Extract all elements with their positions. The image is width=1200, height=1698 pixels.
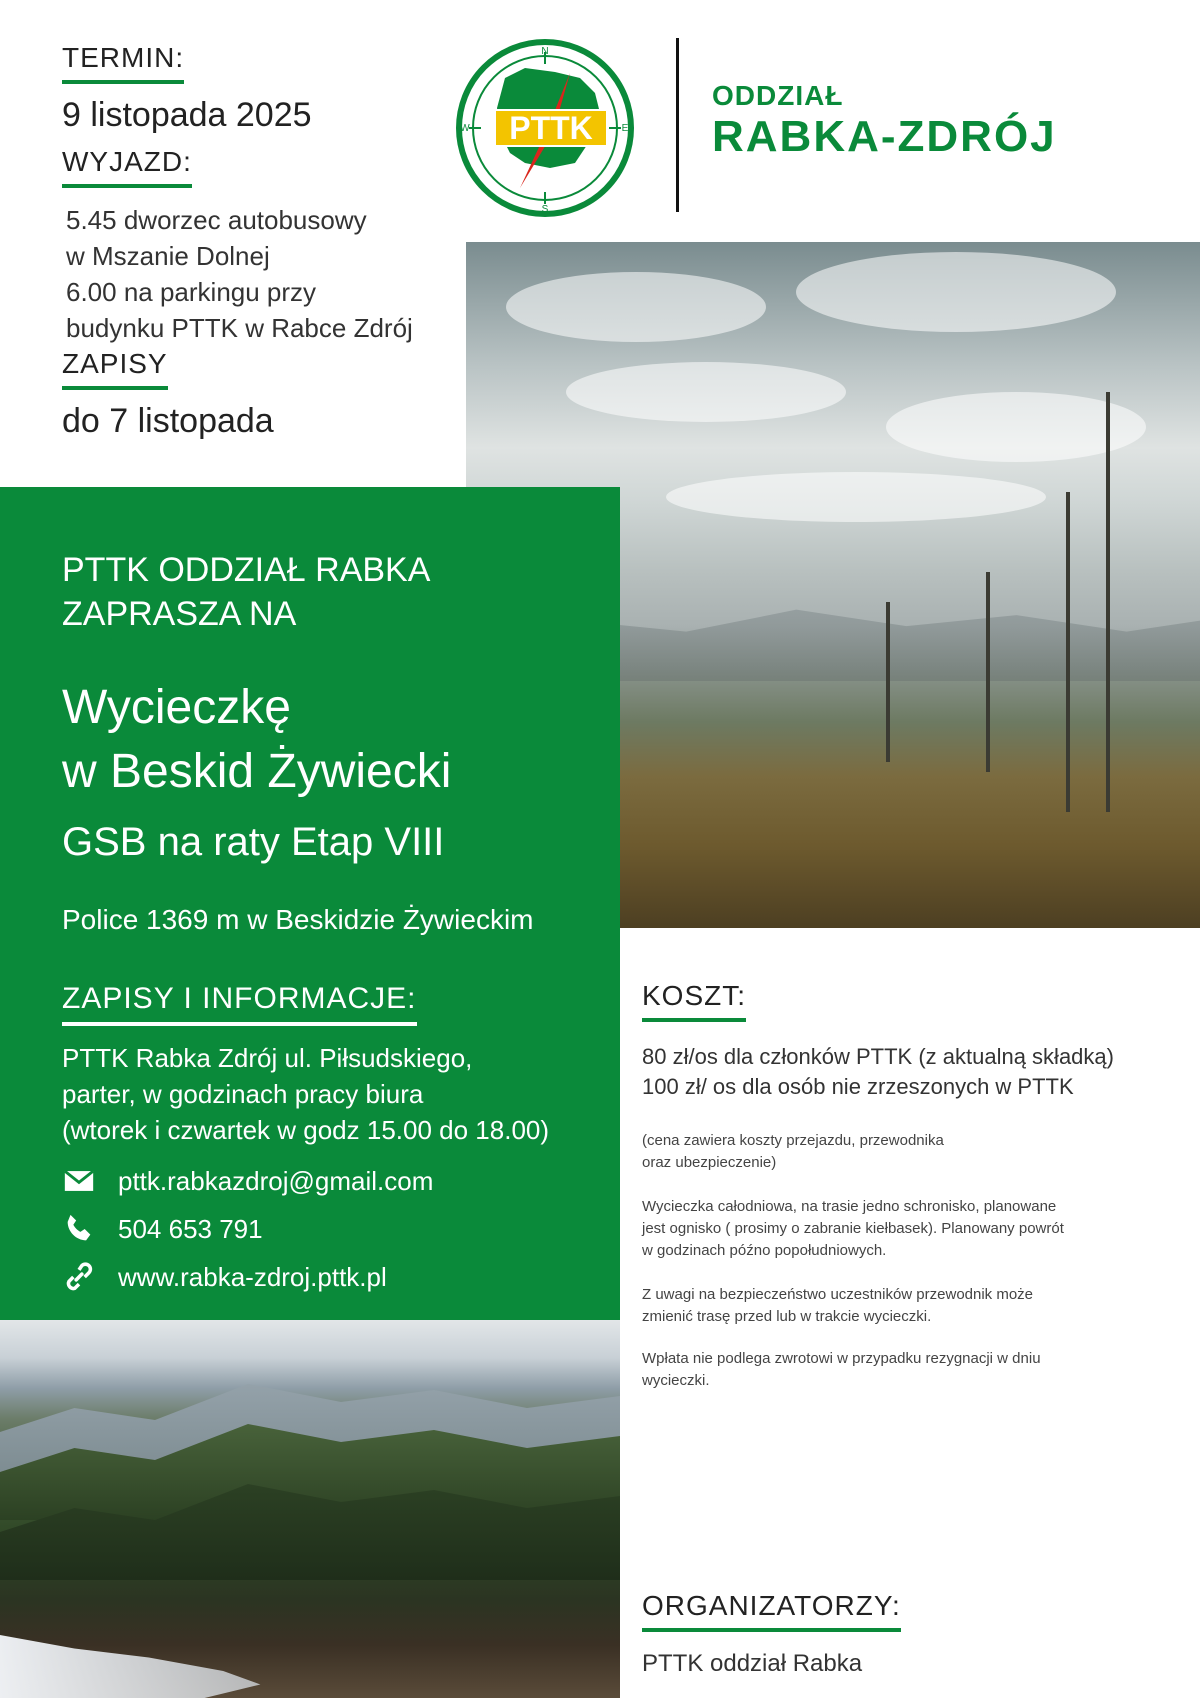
koszt-label-text: KOSZT: [642,980,746,1022]
email-text[interactable]: pttk.rabkazdroj@gmail.com [118,1165,434,1196]
organizer-label [642,1590,901,1632]
brand-line2: RABKA-ZDRÓJ [712,112,1057,161]
pttk-logo [455,38,635,218]
zapisy-label [62,348,168,390]
cost-line: 80 zł/os dla członków PTTK (z aktualną składką) [642,1044,1114,1069]
note-safety [642,1284,1033,1328]
header-divider [676,38,679,212]
info-line: parter, w godzinach pracy biura [62,1079,424,1109]
cost-line: 100 zł/ os dla osób nie zrzeszonych w PTTK [642,1074,1074,1099]
note-line: Wycieczka całodniowa, na trasie jedno schronisko, planowane [642,1198,1057,1215]
zapisy-deadline: do 7 listopada [62,402,274,440]
info-line: PTTK Rabka Zdrój ul. Piłsudskiego, [62,1043,473,1073]
pttk-logo-graphic [455,38,635,218]
note-trip-details [642,1196,1064,1262]
info-label-text: ZAPISY I INFORMACJE: [62,982,417,1026]
termin-label-text: TERMIN: [62,42,184,84]
note-line: w godzinach późno popołudniowych. [642,1242,887,1259]
info-details [62,1040,549,1148]
invite-line2: ZAPRASZA NA [62,595,297,633]
title-line2: w Beskid Żywiecki [62,745,452,798]
invite-line1: PTTK ODDZIAŁ RABKA [62,551,431,589]
envelope-icon [62,1164,96,1198]
note-line: wycieczki. [642,1372,710,1389]
info-line: (wtorek i czwartek w godz 15.00 do 18.00) [62,1115,550,1145]
title-line1: Wycieczkę [62,681,291,734]
website-text[interactable]: www.rabka-zdroj.pttk.pl [118,1261,387,1292]
termin-label [62,42,184,84]
compass-w: W [460,123,470,134]
note-refund [642,1348,1041,1392]
link-icon [62,1260,96,1294]
wyjazd-label [62,146,192,188]
event-date: 9 listopada 2025 [62,96,312,134]
logo-text: PTTK [509,110,593,146]
phone-icon [62,1212,96,1246]
note-line: jest ognisko ( prosimy o zabranie kiełbasek). Planowany powrót [642,1220,1064,1237]
cost-info [642,1042,1114,1102]
zapisy-label-text: ZAPISY [62,348,168,390]
brand-line1: ODDZIAŁ [712,80,844,111]
note-price-includes [642,1130,944,1174]
koszt-label [642,980,746,1022]
website-contact[interactable] [62,1260,387,1294]
wyjazd-label-text: WYJAZD: [62,146,192,188]
wyjazd-details [66,202,413,346]
trip-subtitle: GSB na raty Etap VIII [62,820,445,864]
organizer-name: PTTK oddział Rabka [642,1650,863,1677]
compass-s: S [541,204,549,215]
wyjazd-line: 6.00 na parkingu przy [66,277,317,307]
email-contact[interactable] [62,1164,433,1198]
wyjazd-line: 5.45 dworzec autobusowy [66,205,367,235]
note-line: Z uwagi na bezpieczeństwo uczestników przewodnik może [642,1286,1034,1303]
note-line: (cena zawiera koszty przejazdu, przewodnika [642,1132,944,1149]
wyjazd-line: budynku PTTK w Rabce Zdrój [66,313,413,343]
note-line: Wpłata nie podlega zwrotowi w przypadku rezygnacji w dniu [642,1350,1041,1367]
phone-contact[interactable] [62,1212,263,1246]
compass-e: E [621,123,629,134]
trip-detail: Police 1369 m w Beskidzie Żywieckim [62,904,534,935]
landscape-photo-bottom [0,1320,620,1698]
phone-text[interactable]: 504 653 791 [118,1213,263,1244]
invitation-heading [62,548,430,636]
note-line: oraz ubezpieczenie) [642,1154,777,1171]
trip-title [62,676,451,804]
note-line: zmienić trasę przed lub w trakcie wycieczki. [642,1308,932,1325]
compass-n: N [541,46,549,57]
info-label [62,982,417,1026]
wyjazd-line: w Mszanie Dolnej [66,241,270,271]
organizer-label-text: ORGANIZATORZY: [642,1590,901,1632]
